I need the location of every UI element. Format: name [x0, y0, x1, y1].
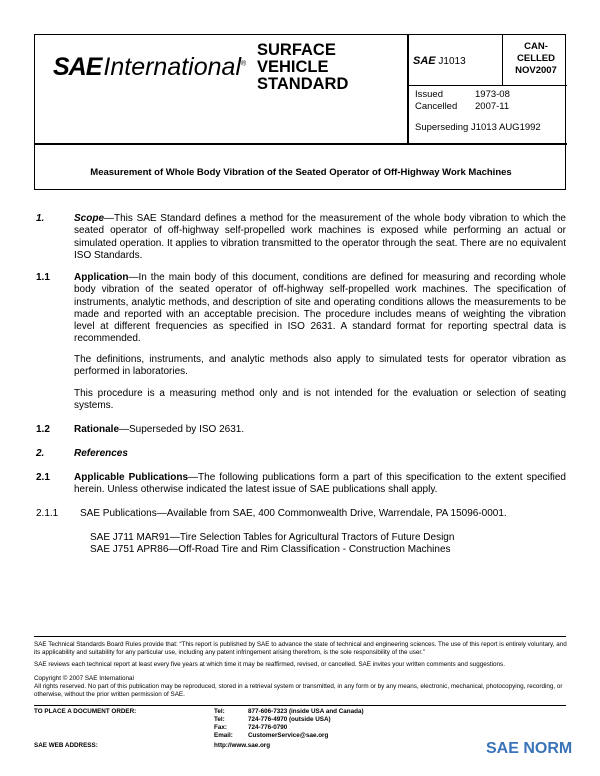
paragraph: The definitions, instruments, and analytic methods also apply to simulated tests for operator vibration as performed in laboratories. [74, 354, 566, 378]
section-number: 1.1 [36, 272, 50, 283]
divider [34, 705, 566, 706]
section-rationale [74, 424, 566, 436]
divider [407, 35, 409, 143]
header-box [34, 34, 566, 190]
section-number: 1. [36, 213, 45, 224]
superseding-row [415, 122, 541, 133]
doc-prefix: SAE [413, 55, 436, 67]
issued-label: Issued [415, 89, 443, 100]
divider [35, 143, 567, 145]
standard-type-line: SURFACE [257, 41, 336, 59]
section-number: 1.2 [36, 424, 50, 435]
issued-row [415, 89, 510, 100]
section-number: 2.1.1 [36, 508, 59, 519]
section-applicable-publications [74, 472, 566, 497]
contact-label: Fax: [214, 724, 227, 731]
standard-type [257, 42, 348, 93]
order-label: TO PLACE A DOCUMENT ORDER: [34, 708, 137, 715]
cancelled-line: NOV2007 [515, 65, 557, 76]
contact-label: Tel: [214, 716, 225, 723]
copyright-text: Copyright © 2007 SAE International [34, 675, 134, 682]
section-number: 2.1 [36, 472, 50, 483]
standard-type-line: STANDARD [257, 75, 349, 93]
section-text: —The following publications form a part of this specification to the extent specified herein. Unless otherwise indicated the latest issue of SAE publications shall apply. [74, 472, 566, 496]
section-text: —Superseded by ISO 2631. [119, 424, 245, 435]
section-title: Rationale [74, 424, 120, 435]
phone-link[interactable]: 877-606-7323 (inside USA and Canada) [248, 708, 364, 715]
section-references [74, 448, 566, 460]
fax-number: 724-776-0790 [248, 724, 288, 731]
badge-text: SAE NORM [486, 740, 573, 757]
sae-international-logo [53, 53, 246, 82]
paragraph: This procedure is a measuring method only and is not intended for the evaluation or selection of seating systems. [74, 388, 566, 412]
reference-item: SAE J751 APR86—Off-Road Tire and Rim Classification - Construction Machines [90, 544, 451, 555]
email-link[interactable]: CustomerService@sae.org [248, 732, 329, 739]
issued-value: 1973-08 [475, 89, 510, 100]
logo-sae: SAE [53, 53, 102, 81]
web-label: SAE WEB ADDRESS: [34, 742, 98, 749]
divider [34, 636, 566, 637]
cancelled-line: CAN- [524, 41, 548, 52]
logo-trademark: ® [241, 60, 247, 68]
reference-item: SAE J711 MAR91—Tire Selection Tables for Agricultural Tractors of Future Design [90, 532, 455, 543]
standard-type-line: VEHICLE [257, 58, 329, 76]
cancelled-value: 2007-11 [475, 101, 510, 112]
section-text: —This SAE Standard defines a method for the measurement of the whole body vibration to which the seated operator of off-highway self-propelled work machines is exposed while performing an actual or simulated operation. It applies to vibration transmitted to the operator through the seat. There are no equivalent ISO Standards. [74, 213, 566, 261]
board-rules-text: SAE Technical Standards Board Rules provide that: “This report is published by SAE to advance the state of technical and engineering sciences. The use of this report is entirely voluntary, and its applicability and suitability for any particular use, including any patent infringement arising therefrom, is the sole responsibility of the user.” [34, 641, 567, 656]
section-sae-publications: SAE Publications—Available from SAE, 400 Commonwealth Drive, Warrendale, PA 15096-0001. [80, 508, 507, 519]
web-link[interactable]: http://www.sae.org [214, 742, 271, 749]
section-number: 2. [36, 448, 45, 459]
cancelled-line: CELLED [517, 53, 555, 64]
superseding-text: Superseding J1013 AUG1992 [415, 122, 541, 133]
review-text: SAE reviews each technical report at least every five years at which time it may be reaffirmed, revised, or cancelled. SAE invites your written comments and suggestions. [34, 661, 505, 668]
section-title: Scope [74, 213, 105, 224]
section-title: Application [74, 272, 129, 283]
contact-label: Email: [214, 732, 233, 739]
logo-international: International [103, 53, 242, 81]
phone-link[interactable]: 724-776-4970 (outside USA) [248, 716, 331, 723]
document-title: Measurement of Whole Body Vibration of the Seated Operator of Off-Highway Work Machines [90, 167, 512, 178]
contact-label: Tel: [214, 708, 225, 715]
section-title: References [74, 448, 128, 459]
divider [502, 35, 503, 85]
cancelled-row [415, 101, 510, 112]
document-number [413, 55, 466, 67]
sae-norm-badge [486, 740, 572, 758]
section-text: —In the main body of this document, conditions are defined for measuring and recording whole body vibration of the seated operator of off-highway self-propelled work machines. The specification of instruments, analytic methods, and description of site and operating conditions allows the measurements to be made and reported with an acceptable precision. The procedure includes means of weighting the vibration level at different frequencies as specified in ISO 2631. A standard format for reporting spectral data is recommended. [74, 272, 566, 345]
section-title: Applicable Publications [74, 472, 189, 483]
section-application [74, 272, 566, 346]
rights-text: All rights reserved. No part of this publication may be reproduced, stored in a retrieval system or transmitted, in any form or by any means, electronic, mechanical, photocopying, recording, or otherwise, without the prior written permission of SAE. [34, 683, 563, 698]
section-scope [74, 213, 566, 262]
cancelled-stamp [505, 41, 567, 77]
divider [407, 85, 567, 86]
cancelled-label: Cancelled [415, 101, 458, 112]
doc-number: J1013 [438, 56, 466, 67]
